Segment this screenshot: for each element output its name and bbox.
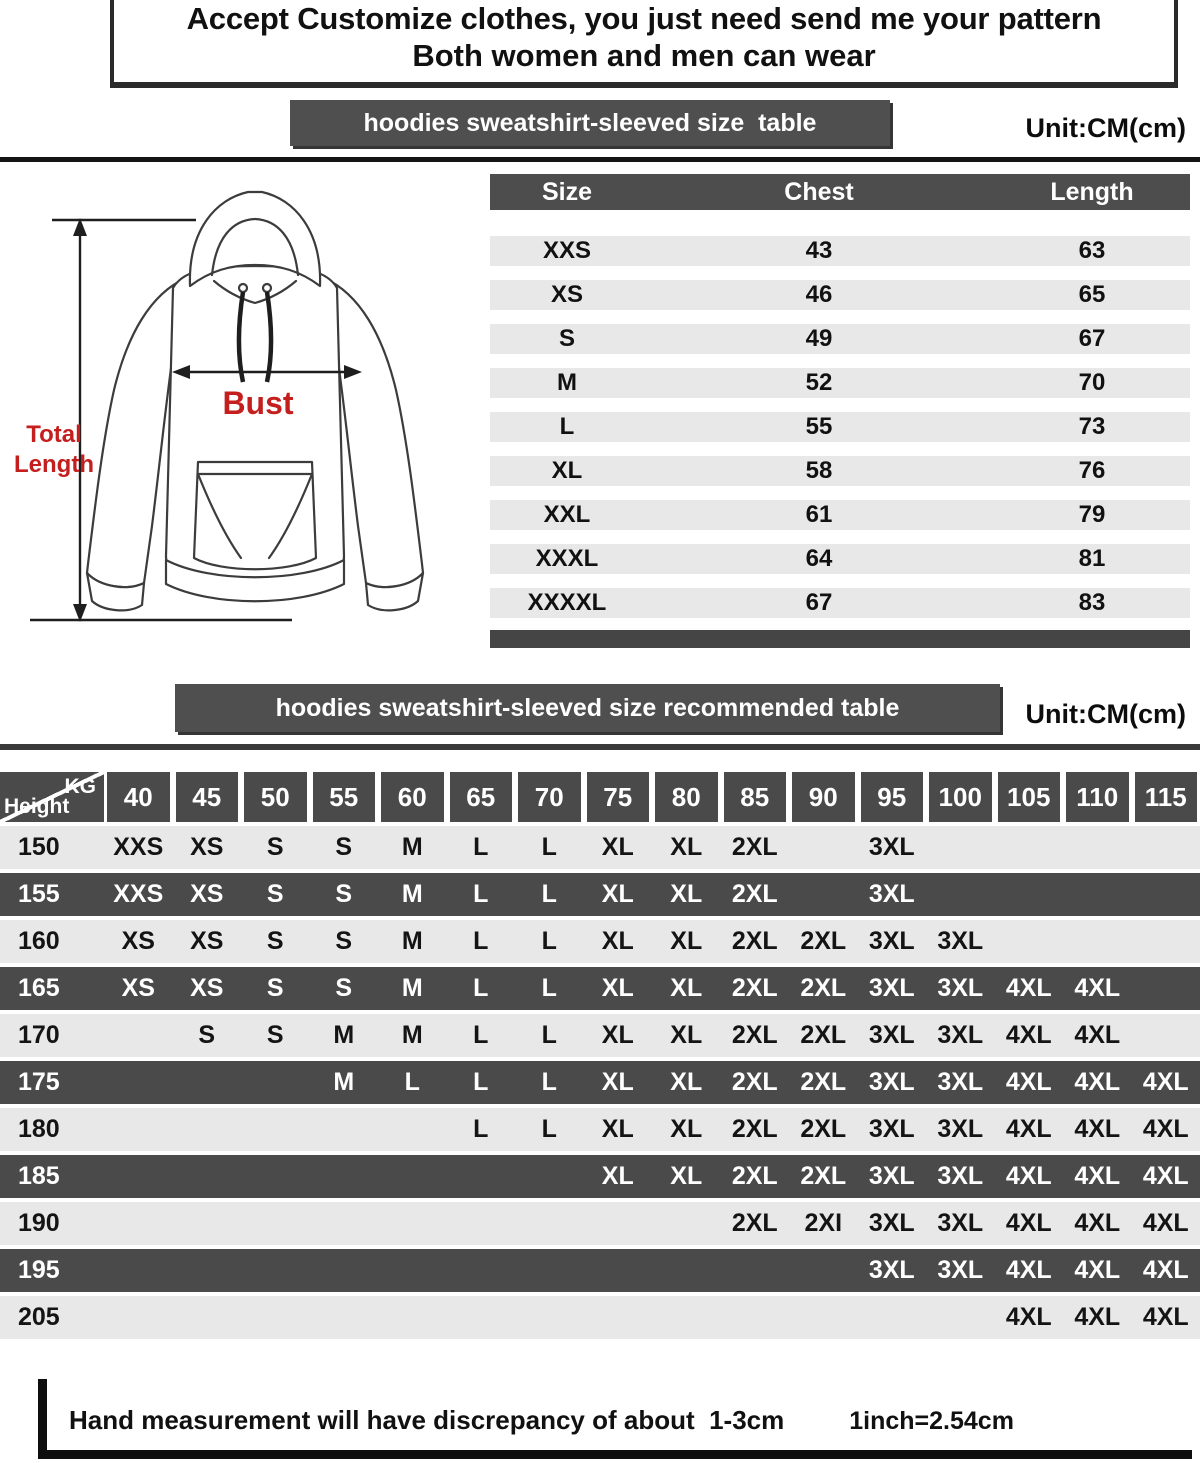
length-value-cell: 79 (1078, 501, 1106, 528)
recommended-size-cell (104, 1155, 173, 1198)
recommended-size-cell: 4XL (1142, 1068, 1189, 1096)
kg-header-cell: 55 (313, 772, 376, 822)
kg-header-cell: 65 (450, 772, 513, 822)
chest-value-cell: 67 (805, 589, 833, 616)
recommended-row (0, 826, 1200, 869)
recommended-row (0, 1296, 1200, 1339)
recommended-size-cell (652, 1202, 721, 1245)
chest-value-cell: 43 (805, 237, 833, 264)
length-value-cell: 67 (1078, 325, 1106, 352)
recommended-size-cell: 3XL (868, 974, 915, 1002)
size-name-cell: XXXL (535, 545, 599, 572)
kg-height-corner-cell (0, 772, 104, 822)
recommended-size-cell (241, 1249, 310, 1292)
recommended-size-cell: 2XL (800, 1115, 847, 1143)
recommended-size-cell: 2XI (804, 1209, 843, 1237)
recommended-size-cell: S (266, 974, 284, 1002)
recommended-size-cell (310, 1249, 379, 1292)
recommended-size-cell: 2XL (731, 880, 778, 908)
recommended-size-cell: L (473, 974, 489, 1002)
chest-value-cell: 46 (805, 281, 833, 308)
recommended-table-title: hoodies sweatshirt-sleeved size recommended table (175, 684, 1000, 732)
recommended-size-cell (310, 1155, 379, 1198)
recommended-size-cell: S (266, 833, 284, 861)
recommended-row (0, 1249, 1200, 1292)
recommended-size-cell (104, 1202, 173, 1245)
recommended-size-cell: XL (670, 833, 703, 861)
recommended-size-cell (1132, 1014, 1200, 1057)
recommended-size-cell (584, 1296, 653, 1339)
recommended-size-cell (104, 1249, 173, 1292)
recommended-size-cell (789, 826, 858, 869)
recommended-row (0, 1202, 1200, 1245)
recommended-size-cell (1132, 967, 1200, 1010)
recommended-size-cell: 2XL (731, 1021, 778, 1049)
recommended-size-cell: 2XL (731, 927, 778, 955)
recommended-size-cell: 4XL (1074, 1209, 1121, 1237)
recommended-size-cell (241, 1061, 310, 1104)
recommended-size-cell (173, 1155, 242, 1198)
recommended-size-cell (1132, 920, 1200, 963)
kg-header-cell: 45 (176, 772, 239, 822)
recommended-size-cell: XL (670, 1021, 703, 1049)
size-column-header: Length (1050, 178, 1134, 206)
recommended-size-cell: XL (601, 833, 634, 861)
recommended-table-rows (0, 826, 1200, 1339)
length-value-cell: 73 (1078, 413, 1106, 440)
kg-header-cell: 90 (792, 772, 855, 822)
recommended-size-cell (378, 1155, 447, 1198)
recommended-size-cell: L (473, 1115, 489, 1143)
length-value-cell: 63 (1078, 237, 1106, 264)
recommended-size-cell: 4XL (1005, 1162, 1052, 1190)
size-table-title-row (0, 100, 1200, 146)
kg-header-cell: 95 (861, 772, 924, 822)
corner-height-label: Height (4, 795, 70, 818)
size-name-cell: M (557, 369, 577, 396)
recommended-size-cell: XL (670, 880, 703, 908)
kangaroo-pocket (194, 462, 316, 569)
recommended-size-cell: S (335, 880, 353, 908)
recommended-size-cell: 4XL (1005, 1021, 1052, 1049)
recommended-size-cell: L (541, 927, 557, 955)
kg-header-cell: 60 (381, 772, 444, 822)
size-name-cell: S (558, 325, 575, 352)
height-cell: 180 (18, 1115, 60, 1143)
size-name-cell: L (559, 413, 575, 440)
recommended-size-cell: 3XL (868, 1256, 915, 1284)
recommended-size-cell (1063, 826, 1132, 869)
length-value-cell: 65 (1078, 281, 1106, 308)
size-name-cell: XXS (542, 237, 592, 264)
recommended-size-cell (1132, 873, 1200, 916)
footer-note (38, 1379, 1192, 1459)
recommended-size-cell: 2XL (800, 1162, 847, 1190)
recommended-size-cell: 2XL (731, 833, 778, 861)
recommended-size-cell (104, 1296, 173, 1339)
recommended-size-cell: 4XL (1005, 1209, 1052, 1237)
recommended-size-cell: 4XL (1005, 974, 1052, 1002)
recommended-size-cell: 2XL (800, 927, 847, 955)
recommended-size-cell (310, 1108, 379, 1151)
recommended-size-cell: M (401, 1021, 423, 1049)
recommended-size-cell (241, 1296, 310, 1339)
recommended-row (0, 967, 1200, 1010)
kg-header-cell: 50 (244, 772, 307, 822)
recommended-size-cell: 4XL (1005, 1303, 1052, 1331)
recommended-size-cell: XXS (113, 833, 164, 861)
hoodie-illustration (0, 174, 490, 654)
recommended-size-cell: S (335, 833, 353, 861)
size-table-title: hoodies sweatshirt-sleeved size table (290, 100, 890, 146)
recommended-row (0, 1061, 1200, 1104)
recommended-size-cell (584, 1249, 653, 1292)
recommended-size-cell (310, 1202, 379, 1245)
recommended-size-cell: 3XL (868, 1068, 915, 1096)
recommended-size-cell (515, 1249, 584, 1292)
recommended-size-cell (241, 1155, 310, 1198)
recommended-size-cell: 2XL (800, 1068, 847, 1096)
recommended-size-cell: 4XL (1142, 1162, 1189, 1190)
recommended-size-cell (995, 873, 1064, 916)
inch-conversion: 1inch=2.54cm (849, 1407, 1014, 1435)
recommended-size-cell (789, 1296, 858, 1339)
recommended-size-cell: 4XL (1074, 1021, 1121, 1049)
recommended-size-cell: 4XL (1142, 1303, 1189, 1331)
recommended-size-cell (241, 1108, 310, 1151)
recommended-size-cell: L (541, 974, 557, 1002)
size-name-cell: XXXXL (527, 589, 607, 616)
kg-header-cell: 75 (587, 772, 650, 822)
recommended-size-cell: 3XL (868, 1021, 915, 1049)
recommended-size-cell: L (473, 927, 489, 955)
recommended-size-cell (515, 1155, 584, 1198)
recommended-size-cell (515, 1296, 584, 1339)
recommended-size-cell: XL (601, 880, 634, 908)
recommended-size-cell: 2XL (731, 974, 778, 1002)
header-line1: Accept Customize clothes, you just need send me your pattern (186, 1, 1102, 36)
recommended-size-cell: 3XL (937, 1209, 984, 1237)
recommended-size-cell (1063, 873, 1132, 916)
length-value-cell: 81 (1078, 545, 1106, 572)
recommended-size-cell: M (333, 1021, 355, 1049)
height-cell: 160 (18, 927, 60, 955)
recommended-size-cell (926, 1296, 995, 1339)
chest-value-cell: 58 (805, 457, 833, 484)
kg-header-cell: 100 (929, 772, 992, 822)
recommended-title-row (0, 684, 1200, 732)
recommended-size-cell: 4XL (1074, 1115, 1121, 1143)
recommended-size-cell: XL (601, 974, 634, 1002)
recommended-row (0, 1155, 1200, 1198)
recommended-size-cell: L (404, 1068, 420, 1096)
kg-header-cell: 80 (655, 772, 718, 822)
recommended-size-cell: XL (670, 1115, 703, 1143)
height-cell: 165 (18, 974, 60, 1002)
recommended-size-cell: M (401, 974, 423, 1002)
recommended-size-cell: 4XL (1074, 1303, 1121, 1331)
height-cell: 195 (18, 1256, 60, 1284)
size-table-row (490, 500, 1190, 530)
recommended-size-cell: 3XL (868, 833, 915, 861)
recommended-size-cell (378, 1296, 447, 1339)
recommended-size-cell (378, 1108, 447, 1151)
recommended-size-cell: 2XL (800, 1021, 847, 1049)
recommended-size-cell (995, 826, 1064, 869)
recommended-row (0, 873, 1200, 916)
size-table-row (490, 456, 1190, 486)
recommended-size-cell: S (335, 927, 353, 955)
recommended-size-cell: 4XL (1142, 1256, 1189, 1284)
recommended-size-cell (926, 873, 995, 916)
bust-label: Bust (222, 385, 294, 421)
recommended-size-cell: 3XL (868, 1209, 915, 1237)
chest-value-cell: 52 (805, 369, 833, 396)
recommended-size-cell: 3XL (937, 1162, 984, 1190)
recommended-size-cell: 3XL (937, 974, 984, 1002)
recommended-size-cell: XL (601, 1115, 634, 1143)
recommended-size-cell: 3XL (937, 1256, 984, 1284)
recommended-size-cell (241, 1202, 310, 1245)
recommended-size-cell: L (473, 1068, 489, 1096)
recommended-size-cell (858, 1296, 927, 1339)
chest-value-cell: 64 (805, 545, 833, 572)
recommended-size-cell (1063, 920, 1132, 963)
kg-header-cell: 115 (1135, 772, 1198, 822)
recommended-size-cell: 4XL (1005, 1068, 1052, 1096)
recommended-size-cell (721, 1296, 790, 1339)
recommended-size-cell (310, 1296, 379, 1339)
size-name-cell: XL (551, 457, 583, 484)
recommended-size-cell: 4XL (1142, 1115, 1189, 1143)
length-value-cell: 83 (1078, 589, 1106, 616)
recommended-size-cell (104, 1108, 173, 1151)
recommended-size-cell (173, 1296, 242, 1339)
recommended-size-cell: L (541, 1068, 557, 1096)
recommended-row (0, 1108, 1200, 1151)
recommended-size-cell: M (401, 927, 423, 955)
recommended-size-cell (926, 826, 995, 869)
kg-header-cell: 110 (1066, 772, 1129, 822)
recommended-size-cell (447, 1296, 516, 1339)
size-name-cell: XXL (543, 501, 591, 528)
recommended-table (0, 772, 1200, 1339)
recommended-size-cell: XL (670, 974, 703, 1002)
recommended-size-cell (789, 873, 858, 916)
recommended-table-header (0, 772, 1200, 822)
recommended-size-cell (1132, 826, 1200, 869)
recommended-size-cell: L (541, 1115, 557, 1143)
recommended-size-cell: M (401, 880, 423, 908)
recommended-size-cell: 3XL (937, 1068, 984, 1096)
size-column-header: Size (541, 178, 593, 206)
length-value-cell: 70 (1078, 369, 1106, 396)
kg-header-cell: 105 (998, 772, 1061, 822)
height-cell: 190 (18, 1209, 60, 1237)
recommended-size-cell: XL (670, 1162, 703, 1190)
size-table-row (490, 236, 1190, 266)
recommended-size-cell: S (266, 1021, 284, 1049)
recommended-size-cell (789, 1249, 858, 1292)
recommended-size-cell (104, 1014, 173, 1057)
recommended-size-cell: M (333, 1068, 355, 1096)
hoodie-diagram (0, 174, 490, 654)
recommended-size-cell (447, 1155, 516, 1198)
height-cell: 205 (18, 1303, 60, 1331)
total-length-label-line1: Total (26, 421, 82, 448)
right-grommet (263, 284, 271, 292)
height-cell: 185 (18, 1162, 60, 1190)
recommended-size-cell: L (473, 880, 489, 908)
recommended-size-cell: XS (121, 974, 155, 1002)
recommended-size-cell (173, 1108, 242, 1151)
recommended-table-unit: Unit:CM(cm) (1025, 699, 1186, 729)
recommended-size-cell: 2XL (731, 1162, 778, 1190)
recommended-size-cell: XS (190, 974, 224, 1002)
recommended-size-cell: 4XL (1142, 1209, 1189, 1237)
left-grommet (239, 284, 247, 292)
size-table-header (490, 174, 1190, 210)
size-table-row (490, 412, 1190, 442)
recommended-size-cell: 2XL (731, 1115, 778, 1143)
measurement-note: Hand measurement will have discrepancy of about 1-3cm (69, 1405, 785, 1435)
recommended-size-cell (447, 1202, 516, 1245)
kg-header-cell: 85 (724, 772, 787, 822)
height-cell: 175 (18, 1068, 60, 1096)
recommended-size-cell: 3XL (868, 1162, 915, 1190)
recommended-size-cell: XL (601, 1162, 634, 1190)
recommended-size-cell: 4XL (1074, 974, 1121, 1002)
recommended-size-cell: XL (601, 927, 634, 955)
recommended-size-cell: 4XL (1005, 1256, 1052, 1284)
size-column-header: Chest (784, 178, 854, 206)
recommended-size-cell: S (198, 1021, 216, 1049)
size-table-rows (490, 236, 1190, 618)
recommended-size-cell: XL (670, 1068, 703, 1096)
recommended-size-cell: L (541, 880, 557, 908)
size-table-row (490, 588, 1190, 618)
size-name-cell: XS (550, 281, 583, 308)
size-table-row (490, 280, 1190, 310)
recommended-size-cell: 2XL (731, 1068, 778, 1096)
recommended-size-cell: XL (601, 1021, 634, 1049)
recommended-size-cell: 3XL (868, 1115, 915, 1143)
recommended-size-cell: 2XL (731, 1209, 778, 1237)
size-table-unit: Unit:CM(cm) (1025, 113, 1186, 143)
size-table-bottom-bar (490, 630, 1190, 648)
recommended-size-cell (447, 1249, 516, 1292)
height-cell: 170 (18, 1021, 60, 1049)
kg-header-cell: 40 (107, 772, 170, 822)
recommended-size-cell: 3XL (868, 880, 915, 908)
recommended-size-cell: 3XL (937, 1115, 984, 1143)
recommended-size-cell: XS (190, 880, 224, 908)
recommended-size-cell: XS (190, 833, 224, 861)
recommended-size-cell: 4XL (1074, 1068, 1121, 1096)
corner-kg-label: KG (64, 775, 96, 798)
recommended-size-cell (378, 1249, 447, 1292)
size-table-row (490, 544, 1190, 574)
chest-value-cell: 55 (805, 413, 833, 440)
chest-value-cell: 49 (805, 325, 833, 352)
recommended-size-cell: S (335, 974, 353, 1002)
recommended-size-cell: 4XL (1074, 1256, 1121, 1284)
recommended-size-cell: M (401, 833, 423, 861)
recommended-size-cell (995, 920, 1064, 963)
recommended-size-cell: L (541, 833, 557, 861)
recommended-size-cell (652, 1249, 721, 1292)
size-table-row (490, 368, 1190, 398)
kg-header-cell: 70 (518, 772, 581, 822)
height-cell: 150 (18, 833, 60, 861)
divider-line-2 (0, 744, 1200, 750)
header-line2: Both women and men can wear (412, 38, 876, 73)
recommended-size-cell: XS (121, 927, 155, 955)
recommended-size-cell: L (473, 1021, 489, 1049)
size-table (490, 174, 1200, 654)
recommended-size-cell (173, 1249, 242, 1292)
length-value-cell: 76 (1078, 457, 1106, 484)
recommended-size-cell: L (473, 833, 489, 861)
header-banner (110, 0, 1178, 88)
chest-value-cell: 61 (805, 501, 833, 528)
recommended-row (0, 1014, 1200, 1057)
recommended-size-cell: L (541, 1021, 557, 1049)
recommended-size-cell (584, 1202, 653, 1245)
recommended-size-cell: XL (670, 927, 703, 955)
size-section (0, 174, 1200, 654)
recommended-size-cell: XXS (113, 880, 164, 908)
total-length-label-line2: Length (14, 451, 94, 478)
recommended-size-cell: 2XL (800, 974, 847, 1002)
recommended-size-cell (515, 1202, 584, 1245)
recommended-size-cell: 4XL (1074, 1162, 1121, 1190)
recommended-size-cell: S (266, 927, 284, 955)
recommended-size-cell (378, 1202, 447, 1245)
recommended-size-cell: XS (190, 927, 224, 955)
divider-line (0, 157, 1200, 162)
recommended-size-cell (173, 1202, 242, 1245)
recommended-size-cell: 4XL (1005, 1115, 1052, 1143)
recommended-size-cell (104, 1061, 173, 1104)
recommended-size-cell: 3XL (868, 927, 915, 955)
recommended-size-cell (173, 1061, 242, 1104)
recommended-size-cell (652, 1296, 721, 1339)
recommended-size-cell: S (266, 880, 284, 908)
recommended-size-cell (721, 1249, 790, 1292)
recommended-size-cell: 3XL (937, 1021, 984, 1049)
recommended-row (0, 920, 1200, 963)
height-cell: 155 (18, 880, 60, 908)
recommended-size-cell: 3XL (937, 927, 984, 955)
recommended-size-cell: XL (601, 1068, 634, 1096)
size-table-row (490, 324, 1190, 354)
